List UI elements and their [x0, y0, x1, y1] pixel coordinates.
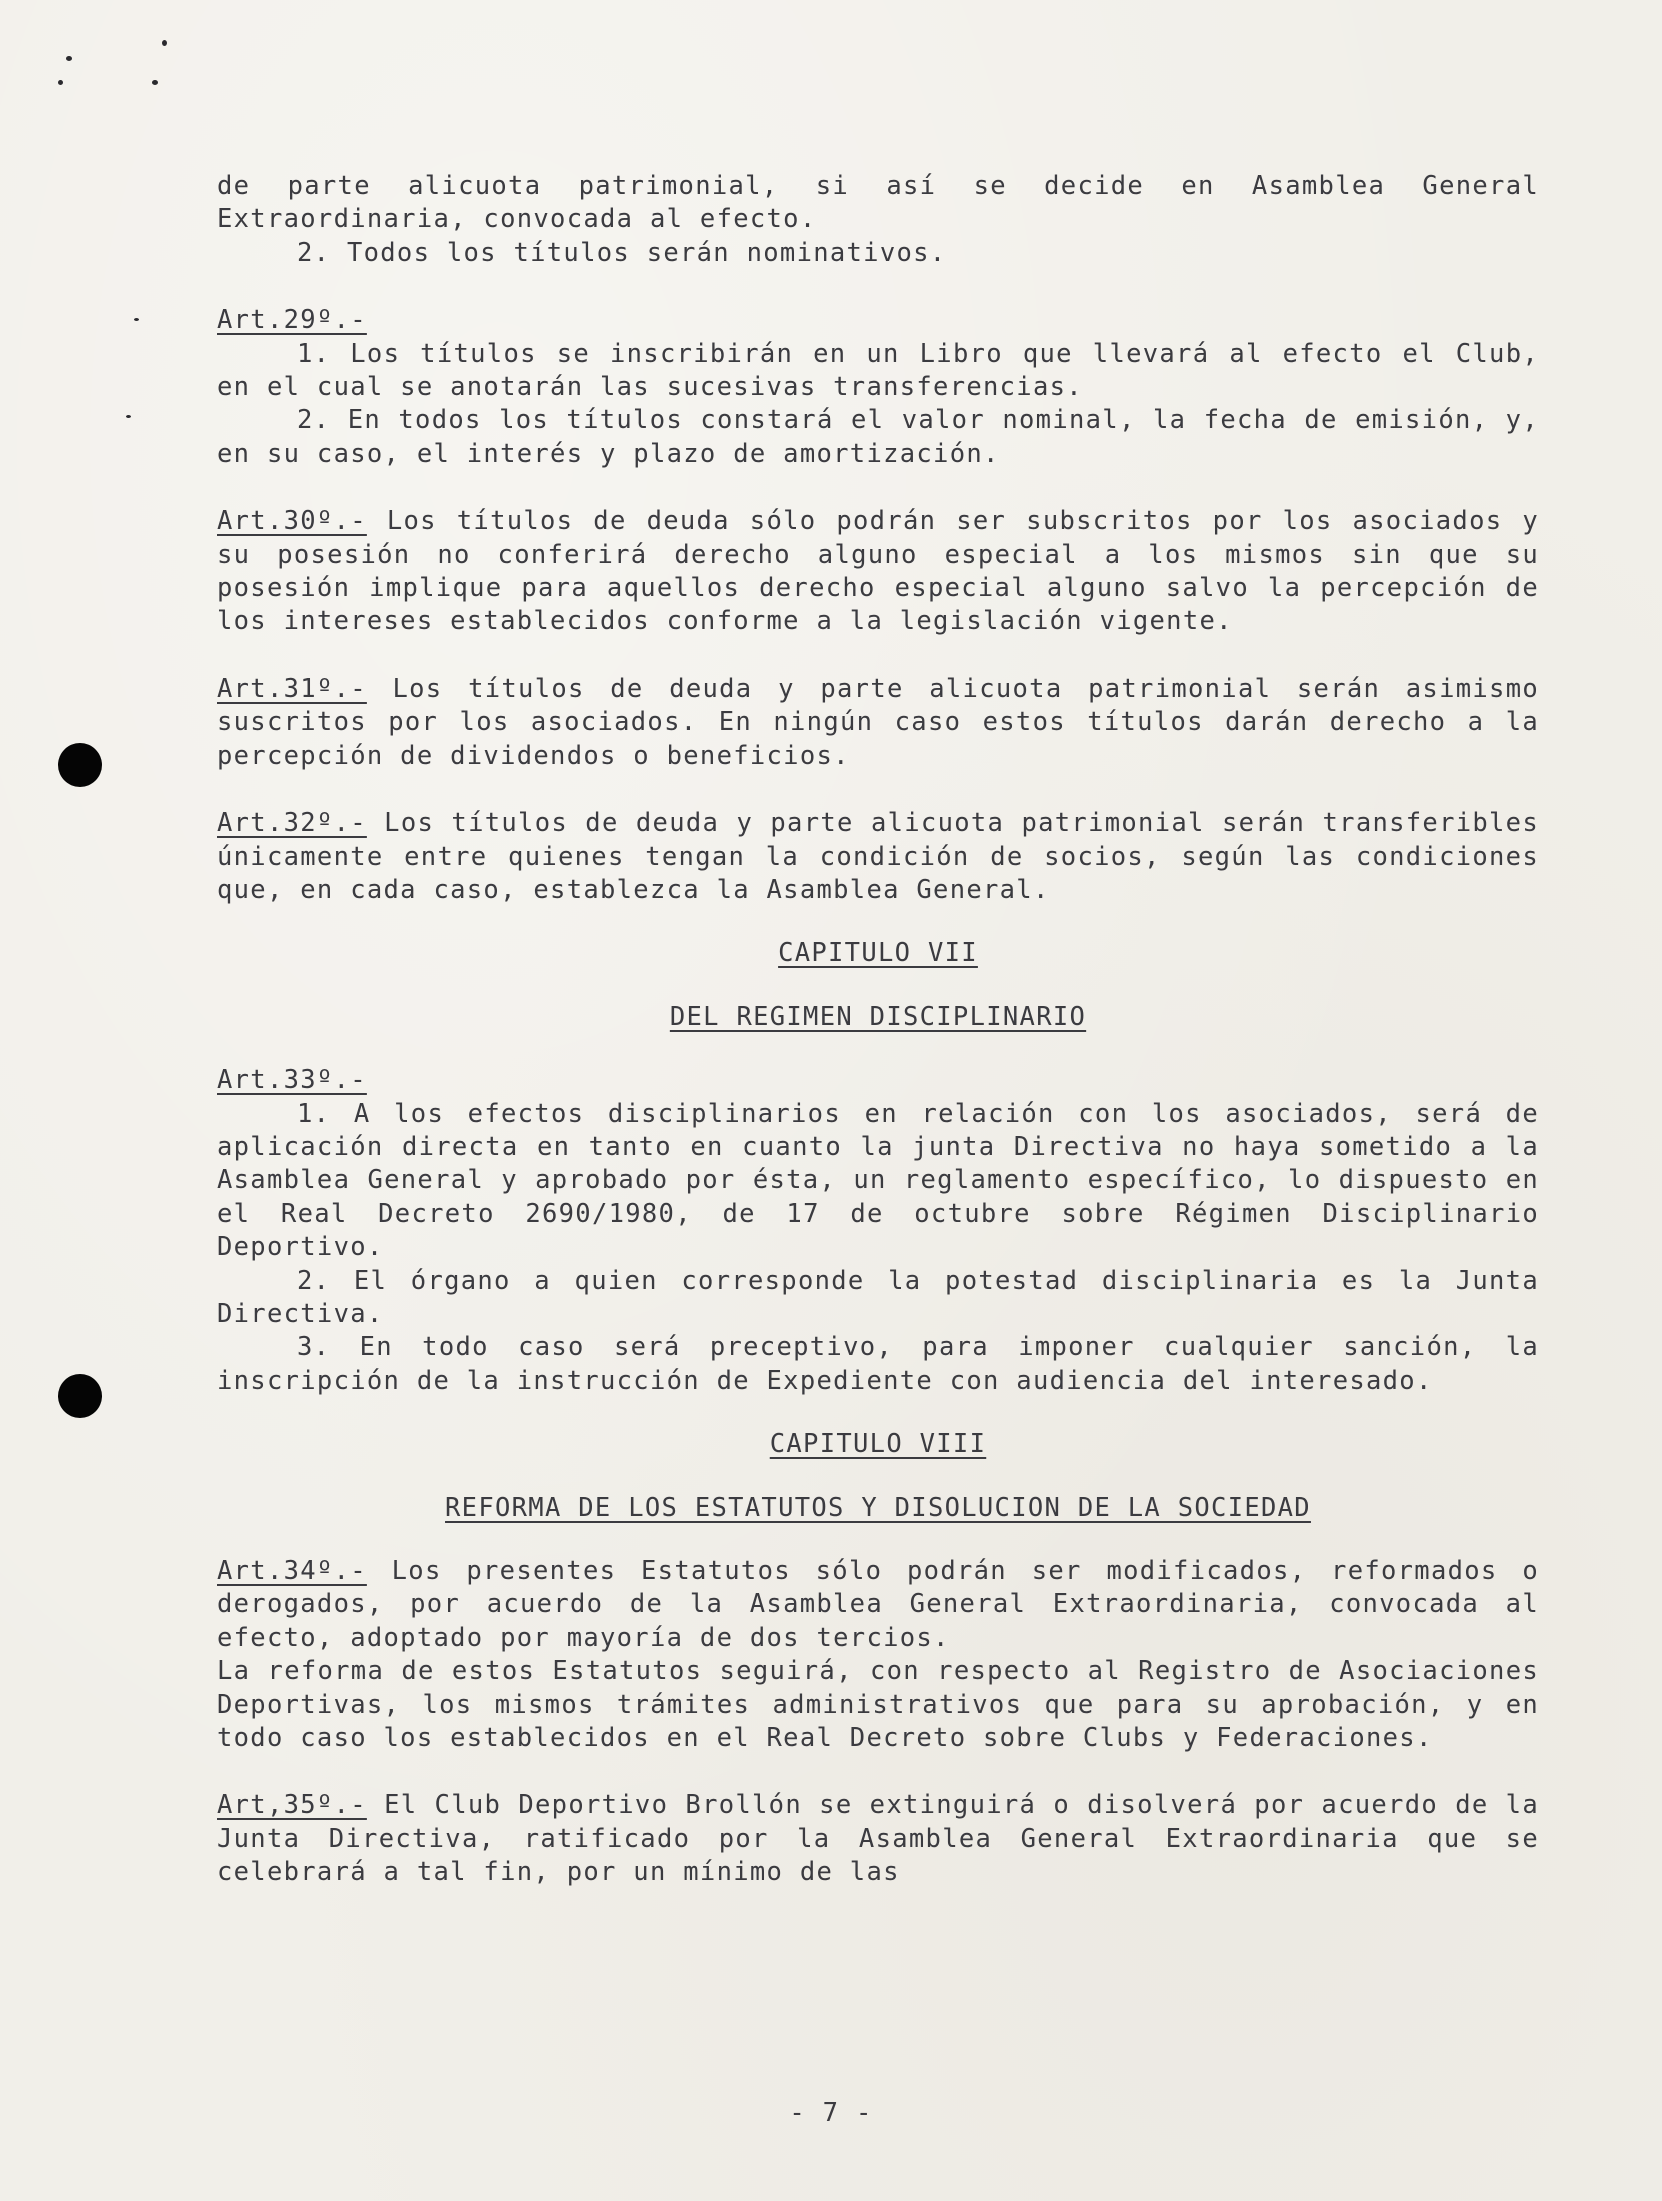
article-text: Los títulos de deuda y parte alicuota patrimonial serán transferibles únicamente entre quienes tengan la condición de socios, según las condiciones que, en cada caso, establezca la Asamblea General. [217, 808, 1539, 905]
article-35 [217, 1789, 1539, 1889]
punch-hole [58, 1374, 102, 1418]
paragraph-titles-nominative: 2. Todos los títulos serán nominativos. [297, 237, 947, 268]
chapter-8-title: CAPITULO VIII [769, 1429, 987, 1460]
article-34 [217, 1555, 1539, 1655]
article-33-heading [217, 1064, 1539, 1097]
ink-speck [134, 318, 139, 321]
article-30 [217, 505, 1539, 639]
article-31 [217, 673, 1539, 773]
ink-speck [126, 415, 131, 418]
chapter-7-subtitle: DEL REGIMEN DISCIPLINARIO [669, 1001, 1087, 1032]
article-label: Art.31º.- [217, 673, 367, 704]
ink-speck [152, 80, 158, 85]
article-label: Art.34º.- [217, 1556, 367, 1586]
article-33-point-1: 1. A los efectos disciplinarios en relación con los asociados, será de aplicación directa en tanto en cuanto la junta Directiva no haya sometido a la Asamblea General y aprobado por ésta, un reglamento específico, lo dispuesto en el Real Decreto 2690/1980, de 17 de octubre sobre Régimen Disciplinario Deportivo. [217, 1098, 1539, 1263]
article-label: Art.30º.- [217, 506, 367, 537]
article-text: Los presentes Estatutos sólo podrán ser modificados, reformados o derogados, por acuerdo de la Asamblea General Extraordinaria, convocada al efecto, adoptado por mayoría de dos tercios. [217, 1556, 1539, 1653]
ink-speck [58, 80, 63, 85]
article-text: El Club Deportivo Brollón se extinguirá o disolverá por acuerdo de la Junta Directiva, ratificado por la Asamblea General Extraordinaria que se celebrará a tal fin, por un mínimo de las [217, 1790, 1539, 1888]
article-29-point-1: 1. Los títulos se inscribirán en un Libro que llevará al efecto el Club, en el cual se anotarán las sucesivas transferencias. [217, 338, 1539, 403]
article-29-heading [217, 304, 1539, 337]
page-number: - 7 - [789, 2098, 873, 2128]
ink-speck [66, 56, 72, 61]
article-label: Art.32º.- [217, 808, 367, 839]
article-33-point-2: 2. El órgano a quien corresponde la potestad disciplinaria es la Junta Directiva. [217, 1265, 1539, 1329]
article-34-continuation: La reforma de estos Estatutos seguirá, con respecto al Registro de Asociaciones Deportivas, los mismos trámites administrativos que para su aprobación, y en todo caso los establecidos en el Real Decreto sobre Clubs y Federaciones. [217, 1656, 1539, 1754]
article-33-point-3: 3. En todo caso será preceptivo, para imponer cualquier sanción, la inscripción de la instrucción de Expediente con audiencia del interesado. [217, 1332, 1539, 1396]
article-label: Art,35º.- [217, 1790, 367, 1821]
article-32 [217, 807, 1539, 907]
article-label: Art.33º.- [217, 1065, 367, 1096]
article-label: Art.29º.- [217, 305, 367, 336]
article-text: Los títulos de deuda y parte alicuota patrimonial serán asimismo suscritos por los asociados. En ningún caso estos títulos darán derecho a la percepción de dividendos o beneficios. [217, 673, 1539, 771]
document-body [217, 170, 1539, 1890]
chapter-7-title: CAPITULO VII [778, 938, 978, 969]
paragraph-continuation: de parte alicuota patrimonial, si así se decide en Asamblea General Extraordinaria, convocada al efecto. [217, 171, 1539, 235]
article-text: Los títulos de deuda sólo podrán ser subscritos por los asociados y su posesión no conferirá derecho alguno especial a los mismos sin que su posesión implique para aquellos derecho especial alguno salvo la percepción de los intereses establecidos conforme a la legislación vigente. [217, 506, 1539, 637]
chapter-8-subtitle: REFORMA DE LOS ESTATUTOS Y DISOLUCION DE LA SOCIEDAD [445, 1492, 1311, 1523]
punch-hole [58, 743, 102, 787]
article-29-point-2: 2. En todos los títulos constará el valor nominal, la fecha de emisión, y, en su caso, el interés y plazo de amortización. [217, 405, 1539, 469]
ink-speck [162, 40, 167, 46]
